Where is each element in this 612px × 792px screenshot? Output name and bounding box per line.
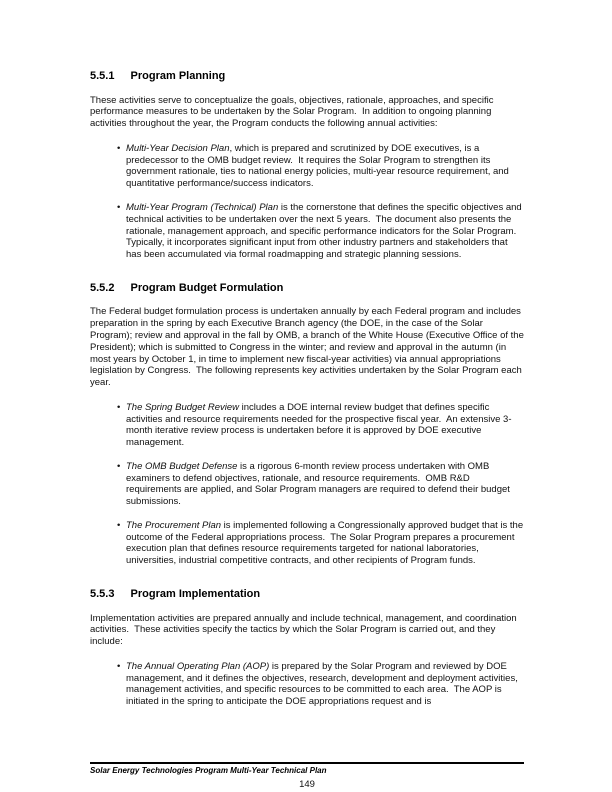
- list-item-text: [126, 520, 524, 567]
- footer-title: Solar Energy Technologies Program Multi-Year Technical Plan: [90, 766, 327, 775]
- section-program-budget-formulation: [90, 281, 527, 567]
- section-number: 5.5.1: [90, 70, 115, 82]
- list-item: [90, 661, 524, 708]
- list-item-text: [126, 202, 524, 261]
- footer-divider: [90, 762, 524, 764]
- list-item-lead: The Annual Operating Plan (AOP): [126, 660, 270, 672]
- list-item: [90, 461, 524, 508]
- section-intro-paragraph: Implementation activities are prepared annually and include technical, management, and coordination activities. These activities specify the tactics by which the Solar Program is carried out, and they include:: [90, 612, 520, 648]
- bullet-icon: •: [117, 519, 121, 531]
- list-item-body: , which is prepared and scrutinized by DOE executives, is a predecessor to the OMB budget review. It requires the Solar Program to strengthen its government rationale, ties to national energy policies, multi-year resource requirement, and quantitative performance/success indicators.: [126, 142, 512, 190]
- bullet-list: [90, 661, 524, 708]
- bullet-icon: •: [117, 142, 121, 154]
- section-title: Program Budget Formulation: [130, 281, 284, 294]
- list-item: [90, 520, 524, 567]
- section-number: 5.5.3: [90, 587, 115, 600]
- section-title: Program Planning: [130, 70, 226, 82]
- page-number: 149: [299, 778, 315, 790]
- list-item-text: [126, 461, 524, 508]
- section-heading: [90, 588, 524, 602]
- list-item-text: [126, 402, 524, 449]
- list-item-text: [126, 661, 524, 708]
- list-item-lead: Multi-Year Decision Plan: [126, 142, 230, 154]
- section-heading: [90, 282, 524, 296]
- section-program-implementation: [90, 588, 524, 708]
- section-program-planning: [90, 70, 524, 261]
- bullet-list: [90, 402, 524, 567]
- list-item-lead: Multi-Year Program (Technical) Plan: [126, 201, 279, 213]
- list-item-body: includes a DOE internal review budget that defines specific activities and resource requirements needed for the prospective fiscal year. An extensive 3-month iterative review process is undertaken before it is approved by DOE executive management.: [126, 401, 512, 449]
- page-footer: [90, 762, 524, 791]
- list-item: [90, 402, 524, 449]
- section-number: 5.5.2: [90, 281, 115, 294]
- list-item-text: [126, 143, 524, 190]
- list-item-body: is the cornerstone that defines the specific objectives and technical activities to be undertaken over the next 5 years. The document also presents the rationale, management approach, and specific performance indicators for the Solar Program. Typically, it incorporates significant input from other industry partners and stakeholders that has been accumulated via formal roadmapping and strategic planning sessions.: [126, 201, 525, 261]
- list-item: [90, 202, 524, 261]
- list-item-body: is implemented following a Congressionally approved budget that is the outcome of the Federal appropriations process. The Solar Program prepares a procurement execution plan that defines resource requirements targeted for national laboratories, universities, industrial competitive contracts, and other recipients of Program funds.: [126, 519, 526, 567]
- bullet-icon: •: [117, 660, 121, 672]
- section-intro-paragraph: These activities serve to conceptualize the goals, objectives, rationale, approaches, and specific performance measures to be undertaken by the Solar Program. In addition to ongoing planning activities throughout the year, the Program conducts the following annual activities:: [90, 94, 497, 130]
- bullet-icon: •: [117, 460, 121, 472]
- list-item-lead: The Spring Budget Review: [126, 401, 240, 413]
- list-item: [90, 143, 524, 190]
- bullet-icon: •: [117, 401, 121, 413]
- bullet-icon: •: [117, 201, 121, 213]
- bullet-list: [90, 143, 524, 261]
- list-item-body: is a rigorous 6-month review process undertaken with OMB examiners to defend objectives, rationale, and resource requirements. OMB R&D requirements are applied, and Solar Program managers are required to defend their budget submissions.: [126, 460, 513, 508]
- section-title: Program Implementation: [130, 587, 261, 600]
- section-intro-paragraph: The Federal budget formulation process is undertaken annually by each Federal program and includes preparation in the spring by each Executive Branch agency (the DOE, in the case of the Solar Program); review and approval in the fall by OMB, a branch of the White House (Executive Office of the President); which is submitted to Congress in the winter; and review and approval in the autumn (in most years by October 1, in time to implement new fiscal-year activities) via annual appropriations legislation by Congress. The following represents key activities undertaken by the Solar Program each year.: [90, 306, 527, 389]
- section-heading: [90, 70, 524, 84]
- list-item-lead: The OMB Budget Defense: [126, 460, 238, 472]
- list-item-lead: The Procurement Plan: [126, 519, 222, 531]
- list-item-body: is prepared by the Solar Program and reviewed by DOE management, and it defines the objectives, research, development and deployment activities, management activities, and specific resources to be committed to each area. The AOP is initiated in the spring to anticipate the DOE appropriations request and is: [126, 660, 521, 708]
